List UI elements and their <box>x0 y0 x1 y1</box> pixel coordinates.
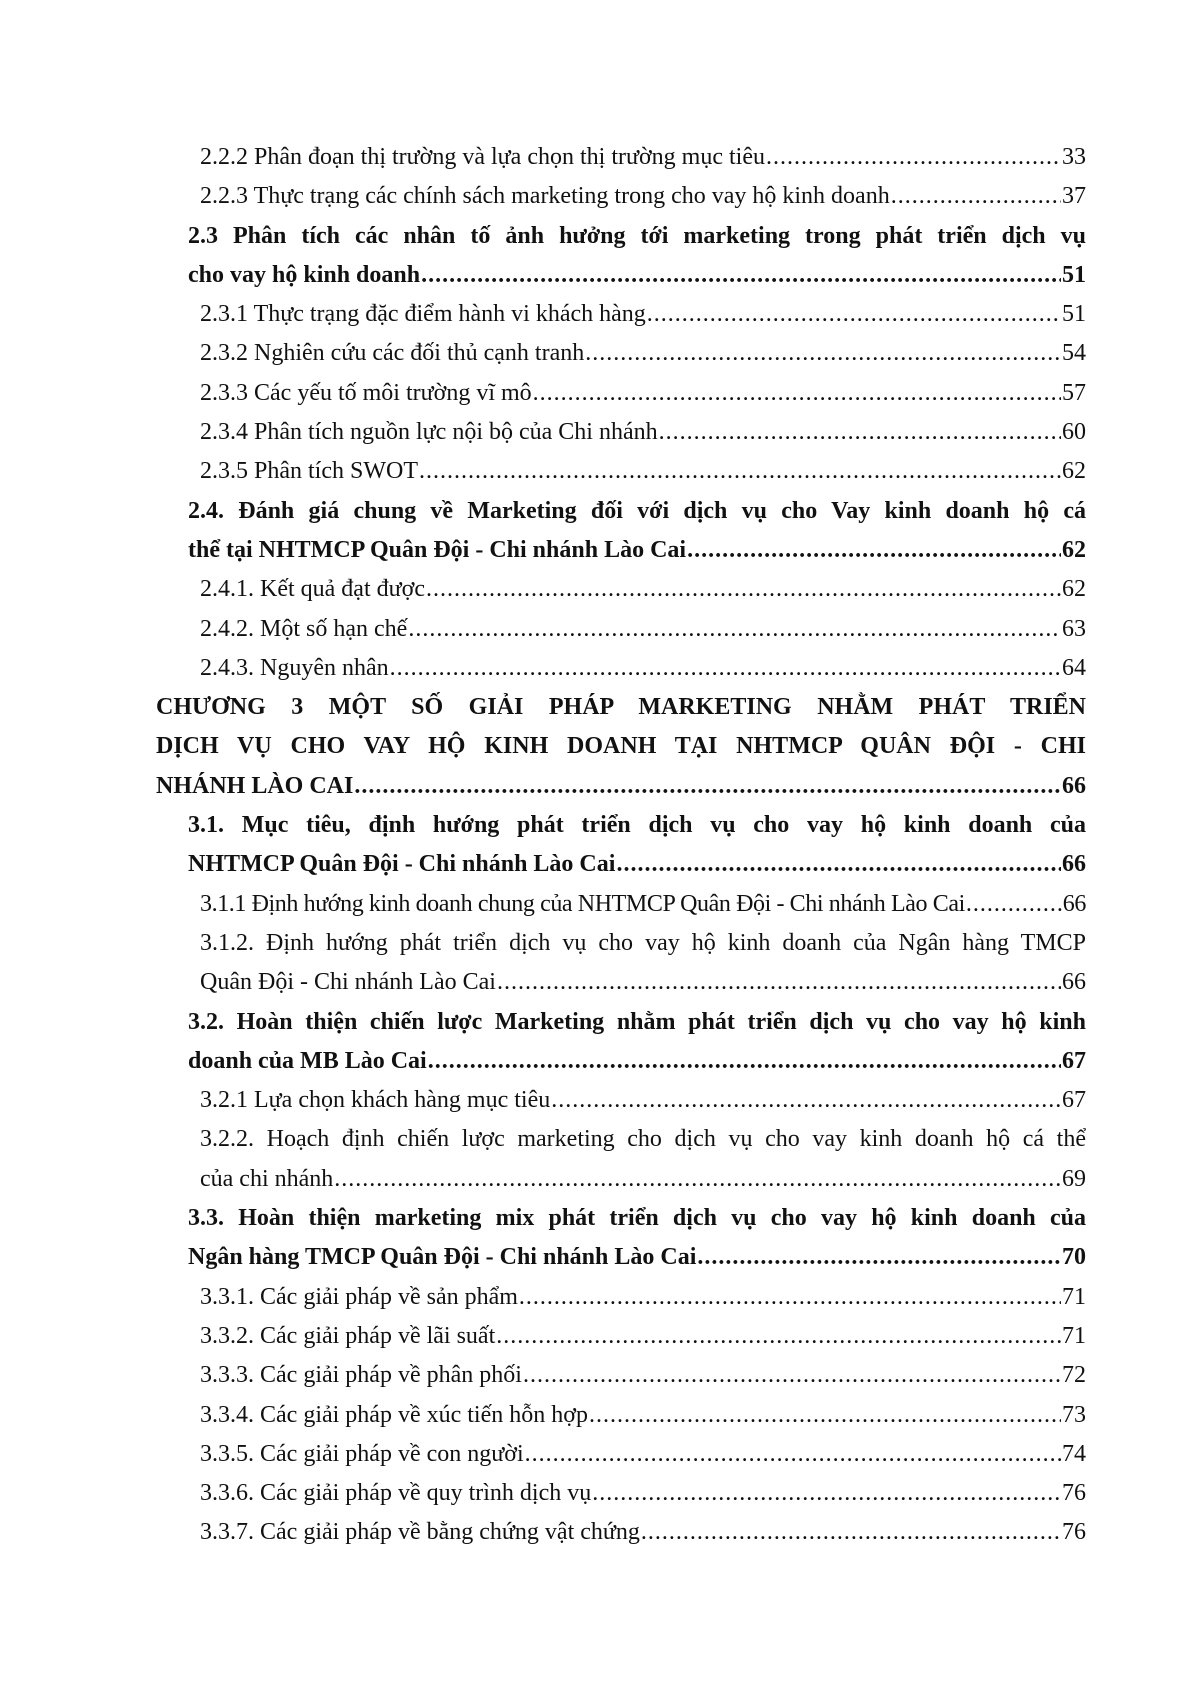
toc-entry-2-2-2[interactable] <box>172 138 1086 177</box>
toc-leader-dots <box>766 138 1061 177</box>
toc-entry-title: 3.3.6. Các giải pháp về quy trình dịch vụ <box>200 1480 592 1507</box>
toc-leader-dots <box>408 610 1061 649</box>
toc-page-number: 60 <box>1062 419 1086 446</box>
toc-page-number: 51 <box>1062 301 1086 328</box>
toc-entry-title: 2.3.2 Nghiên cứu các đối thủ cạnh tranh <box>200 340 585 367</box>
toc-leader-dots <box>354 767 1061 806</box>
toc-leader-dots <box>697 1238 1061 1277</box>
toc-entry-title: 2.3.1 Thực trạng đặc điểm hành vi khách hàng <box>200 301 646 328</box>
toc-page-number: 62 <box>1062 458 1086 485</box>
toc-entry-2-3-4[interactable] <box>172 413 1086 452</box>
toc-subsection-heading-3-1-2: 3.1.2. Định hướng phát triển dịch vụ cho vay hộ kinh doanh của Ngân hàng TMCP <box>200 929 1086 956</box>
toc-page-number: 67 <box>1062 1087 1086 1114</box>
toc-entry-chapter-3[interactable] <box>156 767 1086 806</box>
toc-entry-2-4-2[interactable] <box>172 610 1086 649</box>
toc-leader-dots <box>551 1081 1061 1120</box>
toc-page-number: 51 <box>1062 261 1086 288</box>
toc-entry-title: 2.4.2. Một số hạn chế <box>200 615 408 642</box>
toc-entry-3-1[interactable] <box>172 845 1086 884</box>
toc-entry-3-3-6[interactable] <box>172 1474 1086 1513</box>
toc-entry-2-3[interactable] <box>172 256 1086 295</box>
toc-entry-2-3-3[interactable] <box>172 374 1086 413</box>
toc-entry-title: 3.3.1. Các giải pháp về sản phẩm <box>200 1283 518 1310</box>
toc-subsection-heading-3-2-2: 3.2.2. Hoạch định chiến lược marketing cho dịch vụ cho vay kinh doanh hộ cá thể <box>200 1126 1086 1153</box>
toc-entry-2-4-1[interactable] <box>172 570 1086 609</box>
toc-entry-2-4-3[interactable] <box>172 649 1086 688</box>
toc-page-number: 66 <box>1062 772 1086 799</box>
toc-leader-dots <box>891 177 1061 216</box>
toc-entry-title: thể tại NHTMCP Quân Đội - Chi nhánh Lào Cai <box>188 536 687 563</box>
toc-page-number: 66 <box>1062 890 1086 917</box>
toc-entry-2-3-2[interactable] <box>172 334 1086 373</box>
toc-entry-title: 2.2.2 Phân đoạn thị trường và lựa chọn thị trường mục tiêu <box>200 144 765 170</box>
toc-page-number: 70 <box>1062 1244 1086 1271</box>
toc-page-number: 63 <box>1062 615 1086 642</box>
toc-entry-3-2-2[interactable] <box>172 1160 1086 1199</box>
toc-leader-dots <box>519 1278 1061 1317</box>
toc-leader-dots <box>421 256 1061 295</box>
toc-entry-3-1-2[interactable] <box>172 963 1086 1002</box>
toc-entry-3-3-3[interactable] <box>172 1356 1086 1395</box>
toc-page-number: 74 <box>1062 1440 1086 1467</box>
toc-entry-title: 2.3.5 Phân tích SWOT <box>200 458 418 485</box>
toc-entry-title: 3.3.3. Các giải pháp về phân phối <box>200 1362 522 1389</box>
toc-chapter-heading-line-1: CHƯƠNG 3 MỘT SỐ GIẢI PHÁP MARKETING NHẰM PHÁT TRIỂN <box>156 694 1086 721</box>
toc-page-number: 62 <box>1062 536 1086 563</box>
toc-page-number: 54 <box>1062 340 1086 367</box>
toc-entry-3-3-2[interactable] <box>172 1317 1086 1356</box>
toc-entry-title: 3.3.2. Các giải pháp về lãi suất <box>200 1322 496 1349</box>
toc-entry-3-3[interactable] <box>172 1238 1086 1277</box>
toc-leader-dots <box>659 413 1061 452</box>
toc-leader-dots <box>533 374 1061 413</box>
toc-chapter-heading-line-2: DỊCH VỤ CHO VAY HỘ KINH DOANH TẠI NHTMCP QUÂN ĐỘI - CHI <box>156 733 1086 760</box>
toc-leader-dots <box>687 531 1061 570</box>
toc-entry-title: 3.3.7. Các giải pháp về bằng chứng vật chứng <box>200 1519 640 1546</box>
toc-entry-3-3-7[interactable] <box>172 1513 1086 1552</box>
toc-entry-3-3-4[interactable] <box>172 1396 1086 1435</box>
toc-section-heading-3-3: 3.3. Hoàn thiện marketing mix phát triển dịch vụ cho vay hộ kinh doanh của <box>188 1205 1086 1232</box>
toc-entry-title: Quân Đội - Chi nhánh Lào Cai <box>200 969 496 996</box>
toc-page-number: 71 <box>1062 1283 1086 1310</box>
toc-leader-dots <box>426 570 1061 609</box>
toc-section-heading-2-3: 2.3 Phân tích các nhân tố ảnh hưởng tới marketing trong phát triển dịch vụ <box>188 222 1086 249</box>
toc-leader-dots <box>585 334 1061 373</box>
toc-leader-dots <box>589 1396 1061 1435</box>
toc-page-number: 76 <box>1062 1519 1086 1546</box>
toc-leader-dots <box>592 1474 1061 1513</box>
toc-entry-2-3-5[interactable] <box>172 452 1086 491</box>
toc-leader-dots <box>390 649 1061 688</box>
toc-page-number: 67 <box>1062 1047 1086 1074</box>
toc-page-number: 66 <box>1062 969 1086 996</box>
toc-entry-title: 2.3.4 Phân tích nguồn lực nội bộ của Chi nhánh <box>200 419 658 446</box>
toc-page-number: 76 <box>1062 1480 1086 1507</box>
toc-page-number: 64 <box>1062 654 1086 681</box>
toc-page-number: 72 <box>1062 1362 1086 1389</box>
toc-entry-title: 2.2.3 Thực trạng các chính sách marketing trong cho vay hộ kinh doanh <box>200 183 890 210</box>
toc-leader-dots <box>334 1160 1061 1199</box>
toc-entry-title: doanh của MB Lào Cai <box>188 1047 427 1074</box>
toc-leader-dots <box>647 295 1061 334</box>
toc-leader-dots <box>525 1435 1061 1474</box>
toc-page-number: 62 <box>1062 576 1086 603</box>
toc-entry-title: 3.2.1 Lựa chọn khách hàng mục tiêu <box>200 1087 551 1114</box>
toc-entry-title: 3.1.1 Định hướng kinh doanh chung của NHTMCP Quân Đội - Chi nhánh Lào Cai <box>200 890 965 917</box>
toc-entry-title: 3.3.4. Các giải pháp về xúc tiến hỗn hợp <box>200 1401 588 1428</box>
toc-entry-title: NHÁNH LÀO CAI <box>156 772 354 799</box>
toc-entry-3-2-1[interactable] <box>172 1081 1086 1120</box>
toc-page-number: 71 <box>1062 1322 1086 1349</box>
toc-page-number: 69 <box>1062 1165 1086 1192</box>
toc-entry-title: 3.3.5. Các giải pháp về con người <box>200 1440 524 1467</box>
toc-leader-dots <box>966 885 1062 924</box>
toc-leader-dots <box>523 1356 1061 1395</box>
toc-entry-title: Ngân hàng TMCP Quân Đội - Chi nhánh Lào Cai <box>188 1244 697 1271</box>
toc-entry-title: của chi nhánh <box>200 1165 334 1192</box>
toc-entry-3-1-1[interactable] <box>172 885 1086 924</box>
toc-entry-title: cho vay hộ kinh doanh <box>188 261 421 288</box>
toc-entry-title: NHTMCP Quân Đội - Chi nhánh Lào Cai <box>188 851 616 878</box>
toc-leader-dots <box>419 452 1061 491</box>
toc-entry-3-3-5[interactable] <box>172 1435 1086 1474</box>
toc-leader-dots <box>616 845 1061 884</box>
toc-page-number: 33 <box>1062 144 1086 170</box>
toc-leader-dots <box>428 1042 1061 1081</box>
toc-leader-dots <box>497 963 1061 1002</box>
toc-entry-2-4[interactable] <box>172 531 1086 570</box>
table-of-contents <box>156 138 1086 1553</box>
toc-section-heading-3-2: 3.2. Hoàn thiện chiến lược Marketing nhằm phát triển dịch vụ cho vay hộ kinh <box>188 1008 1086 1035</box>
toc-entry-2-3-1[interactable] <box>172 295 1086 334</box>
toc-entry-title: 2.4.1. Kết quả đạt được <box>200 576 425 603</box>
toc-leader-dots <box>496 1317 1061 1356</box>
toc-entry-3-3-1[interactable] <box>172 1278 1086 1317</box>
toc-entry-title: 2.4.3. Nguyên nhân <box>200 654 389 681</box>
toc-page-number: 57 <box>1062 379 1086 406</box>
toc-section-heading-3-1: 3.1. Mục tiêu, định hướng phát triển dịch vụ cho vay hộ kinh doanh của <box>188 812 1086 839</box>
toc-section-heading-2-4: 2.4. Đánh giá chung về Marketing đối với dịch vụ cho Vay kinh doanh hộ cá <box>188 497 1086 524</box>
toc-entry-2-2-3[interactable] <box>172 177 1086 216</box>
toc-page-number: 37 <box>1062 183 1086 210</box>
toc-page-number: 66 <box>1062 851 1086 878</box>
toc-page-number: 73 <box>1062 1401 1086 1428</box>
toc-leader-dots <box>641 1513 1061 1552</box>
toc-entry-3-2[interactable] <box>172 1042 1086 1081</box>
toc-entry-title: 2.3.3 Các yếu tố môi trường vĩ mô <box>200 379 532 406</box>
